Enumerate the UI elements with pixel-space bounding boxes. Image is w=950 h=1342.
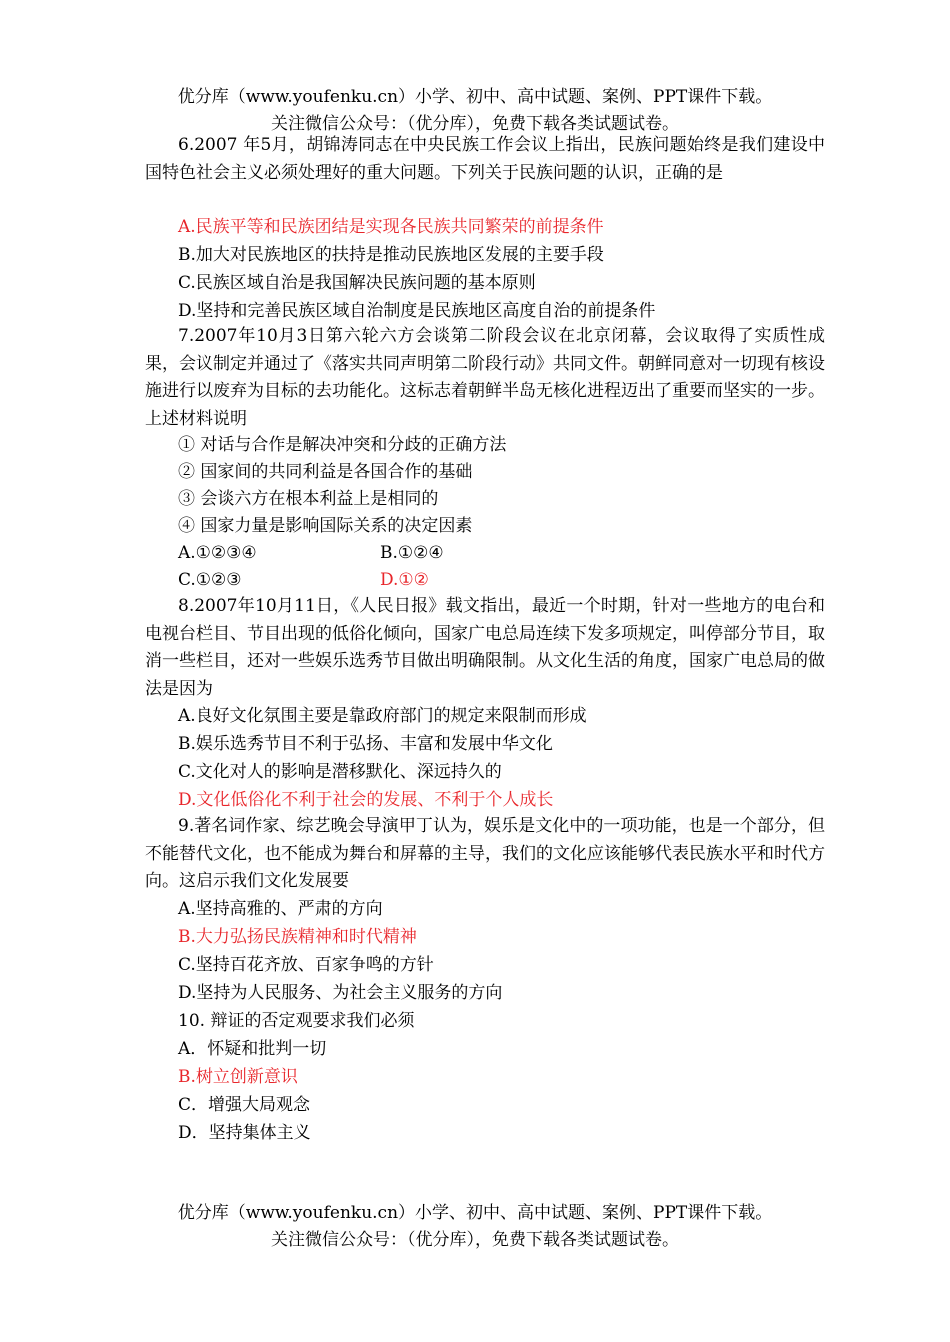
header-line-2: 关注微信公众号：（优分库），免费下载各类试题试卷。	[271, 114, 679, 134]
q8-option-c: C.文化对人的影响是潜移默化、深远持久的	[178, 762, 502, 782]
q7-statement-3: ③ 会谈六方在根本利益上是相同的	[178, 489, 439, 509]
q6-option-b: B.加大对民族地区的扶持是推动民族地区发展的主要手段	[178, 245, 604, 265]
q8-option-b: B.娱乐选秀节目不利于弘扬、丰富和发展中华文化	[178, 734, 553, 754]
q10-option-d: D．坚持集体主义	[178, 1123, 311, 1143]
footer-line-2: 关注微信公众号：（优分库），免费下载各类试题试卷。	[271, 1230, 679, 1250]
q8-option-a: A.良好文化氛围主要是靠政府部门的规定来限制而形成	[178, 706, 587, 726]
q9-option-a: A.坚持高雅的、严肃的方向	[178, 899, 383, 919]
q10-stem: 10. 辩证的否定观要求我们必须	[178, 1011, 415, 1031]
q10-option-c: C．增强大局观念	[178, 1095, 311, 1115]
q7-statement-2: ② 国家间的共同利益是各国合作的基础	[178, 462, 473, 482]
q9-option-b: B.大力弘扬民族精神和时代精神	[178, 927, 417, 947]
q10-option-a: A．怀疑和批判一切	[178, 1039, 327, 1059]
q6-option-c: C.民族区域自治是我国解决民族问题的基本原则	[178, 273, 536, 293]
q7-statement-4: ④ 国家力量是影响国际关系的决定因素	[178, 516, 473, 536]
header-line-1: 优分库（www.youfenku.cn）小学、初中、高中试题、案例、PPT课件下载。	[177, 87, 773, 107]
q7-stem: 7.2007年10月3日第六轮六方会谈第二阶段会议在北京闭幕，会议取得了实质性成果，会议制定并通过了《落实共同声明第二阶段行动》共同文件。朝鲜同意对一切现有核设施进行以废弃为目标的去功能化。这标志着朝鲜半岛无核化进程迈出了重要而坚实的一步。上述材料说明	[145, 326, 825, 429]
q6-stem: 6.2007 年5月，胡锦涛同志在中央民族工作会议上指出，民族问题始终是我们建设中国特色社会主义必须处理好的重大问题。下列关于民族问题的认识，正确的是	[145, 135, 825, 183]
q7-option-b: B.①②④	[380, 543, 444, 563]
q10-option-b: B.树立创新意识	[178, 1067, 298, 1087]
q7-option-c: C.①②③	[178, 570, 242, 590]
q9-option-c: C.坚持百花齐放、百家争鸣的方针	[178, 955, 434, 975]
q9-option-d: D.坚持为人民服务、为社会主义服务的方向	[178, 983, 503, 1003]
q7-option-a: A.①②③④	[178, 543, 257, 563]
q9-stem: 9.著名词作家、综艺晚会导演甲丁认为，娱乐是文化中的一项功能，也是一个部分，但不能替代文化，也不能成为舞台和屏幕的主导，我们的文化应该能够代表民族水平和时代方向。这启示我们文化发展要	[145, 816, 825, 891]
footer-line-1: 优分库（www.youfenku.cn）小学、初中、高中试题、案例、PPT课件下载。	[177, 1203, 773, 1223]
q6-option-d: D.坚持和完善民族区域自治制度是民族地区高度自治的前提条件	[178, 301, 656, 321]
q8-stem: 8.2007年10月11日，《人民日报》载文指出，最近一个时期，针对一些地方的电台和电视台栏目、节目出现的低俗化倾向，国家广电总局连续下发多项规定，叫停部分节目，取消一些栏目，还对一些娱乐选秀节目做出明确限制。从文化生活的角度，国家广电总局的做法是因为	[145, 596, 825, 699]
q6-option-a: A.民族平等和民族团结是实现各民族共同繁荣的前提条件	[178, 217, 604, 237]
q7-statement-1: ① 对话与合作是解决冲突和分歧的正确方法	[178, 435, 507, 455]
q8-option-d: D.文化低俗化不利于社会的发展、不利于个人成长	[178, 790, 554, 810]
q7-option-d: D.①②	[380, 570, 429, 590]
